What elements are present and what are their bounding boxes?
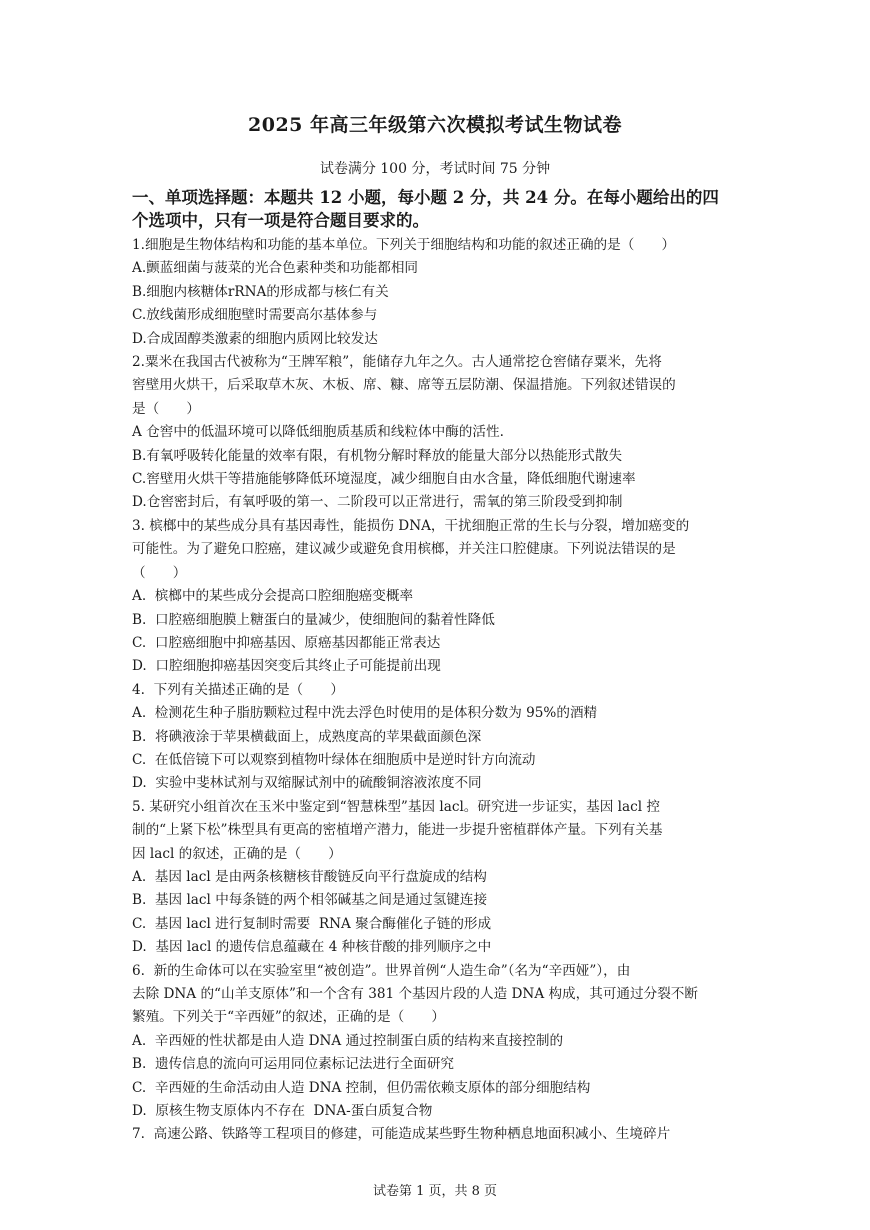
question-7 — [132, 1123, 742, 1146]
question-stem-line: 窖壁用火烘干，后采取草木灰、木板、席、糠、席等五层防潮、保温措施。下列叙述错误的 — [132, 377, 676, 394]
answer-option: D.合成固醇类激素的细胞内质网比较发达 — [132, 330, 378, 347]
answer-option: D.仓窖密封后，有氧呼吸的第一、二阶段可以正常进行，需氧的第三阶段受到抑制 — [132, 494, 623, 511]
answer-option: A.颤蓝细菌与菠菜的光合色素种类和功能都相同 — [132, 260, 419, 277]
section-heading-line: 个选项中，只有一项是符合题目要求的。 — [132, 211, 429, 230]
answer-option: C. 在低倍镜下可以观察到植物叶绿体在细胞质中是逆时针方向流动 — [132, 751, 536, 768]
exam-title: 2025 年高三年级第六次模拟考试生物试卷 — [248, 114, 622, 136]
answer-option: B. 遗传信息的流向可运用同位素标记法进行全面研究 — [132, 1056, 455, 1073]
question-stem-line: 1.细胞是生物体结构和功能的基本单位。下列关于细胞结构和功能的叙述正确的是（ ） — [132, 237, 676, 253]
exam-content — [132, 186, 742, 1147]
question-4 — [132, 679, 742, 796]
question-3 — [132, 515, 742, 679]
answer-option: B. 口腔癌细胞膜上糖蛋白的量减少，使细胞间的黏着性降低 — [132, 611, 495, 628]
question-5 — [132, 796, 742, 960]
question-1 — [132, 234, 742, 351]
question-stem-line: 6. 新的生命体可以在实验室里“被创造”。世界首例“人造生命”（名为“辛西娅”），由 — [132, 962, 631, 979]
answer-option: C. 基因 lacl 进行复制时需要 RNA 聚合酶催化子链的形成 — [132, 915, 492, 932]
answer-option: B. 基因 lacl 中每条链的两个相邻碱基之间是通过氢键连接 — [132, 892, 488, 909]
question-stem-line: （ ） — [132, 564, 187, 581]
answer-option: B.有氧呼吸转化能量的效率有限，有机物分解时释放的能量大部分以热能形式散失 — [132, 447, 623, 464]
exam-subtitle: 试卷满分 100 分，考试时间 75 分钟 — [319, 161, 551, 177]
answer-option: D. 基因 lacl 的遗传信息蕴藏在 4 种核苷酸的排列顺序之中 — [132, 939, 492, 956]
answer-option: A. 检测花生种子脂肪颗粒过程中洗去浮色时使用的是体积分数为 95%的酒精 — [132, 705, 598, 722]
question-stem-line: 去除 DNA 的“山羊支原体”和一个含有 381 个基因片段的人造 DNA 构成，其可通过分裂不断 — [132, 986, 698, 1002]
answer-option: A. 辛西娅的性状都是由人造 DNA 通过控制蛋白质的结构来直接控制的 — [132, 1032, 564, 1049]
answer-option: C.窖壁用火烘干等措施能够降低环境湿度，减少细胞自由水含量，降低细胞代谢速率 — [132, 471, 636, 488]
answer-option: B.细胞内核糖体rRNA的形成都与核仁有关 — [132, 283, 389, 300]
answer-option: B. 将碘液涂于苹果横截面上，成熟度高的苹果截面颜色深 — [132, 728, 482, 745]
question-list — [132, 234, 742, 1147]
answer-option: A. 槟榔中的某些成分会提高口腔细胞癌变概率 — [132, 588, 414, 605]
question-stem-line: 繁殖。下列关于“辛西娅”的叙述，正确的是（ ） — [132, 1009, 445, 1026]
answer-option: C. 口腔癌细胞中抑癌基因、原癌基因都能正常表达 — [132, 634, 441, 651]
section-heading-line: 一、单项选择题：本题共 12 小题，每小题 2 分，共 24 分。在每小题给出的四 — [132, 188, 719, 207]
question-stem-line: 可能性。为了避免口腔癌，建议减少或避免食用槟榔，并关注口腔健康。下列说法错误的是 — [132, 541, 676, 558]
answer-option: C. 辛西娅的生命活动由人造 DNA 控制，但仍需依赖支原体的部分细胞结构 — [132, 1079, 591, 1096]
section-heading — [132, 186, 742, 232]
question-stem-line: 2.粟米在我国古代被称为“王牌军粮”，能储存九年之久。古人通常挖仓窖储存粟米，先将 — [132, 354, 662, 371]
question-stem-line: 因 lacl 的叙述，正确的是（ ） — [132, 845, 342, 862]
question-stem-line: 4. 下列有关描述正确的是（ ） — [132, 681, 344, 698]
answer-option: D. 原核生物支原体内不存在 DNA-蛋白质复合物 — [132, 1103, 433, 1120]
answer-option: A. 基因 lacl 是由两条核糖核苷酸链反向平行盘旋成的结构 — [132, 868, 487, 885]
answer-option: D. 口腔细胞抑癌基因突变后其终止子可能提前出现 — [132, 658, 441, 675]
question-2 — [132, 351, 742, 515]
answer-option: A 仓窖中的低温环境可以降低细胞质基质和线粒体中酶的活性. — [132, 424, 504, 441]
question-stem-line: 7. 高速公路、铁路等工程项目的修建，可能造成某些野生物种栖息地面积减小、生境碎片 — [132, 1126, 671, 1143]
answer-option: D. 实验中斐林试剂与双缩脲试剂中的硫酸铜溶液浓度不同 — [132, 775, 482, 792]
question-stem-line: 3. 槟榔中的某些成分具有基因毒性，能损伤 DNA，干扰细胞正常的生长与分裂，增加癌变的 — [132, 517, 690, 534]
question-stem-line: 制的“上紧下松”株型具有更高的密植增产潜力，能进一步提升密植群体产量。下列有关基 — [132, 822, 663, 839]
question-stem-line: 是（ ） — [132, 400, 200, 417]
page-footer: 试卷第 1 页，共 8 页 — [372, 1184, 498, 1199]
answer-option: C.放线菌形成细胞壁时需要高尔基体参与 — [132, 307, 378, 324]
question-stem-line: 5. 某研究小组首次在玉米中鉴定到“智慧株型”基因 lacl。研究进一步证实，基因 lacl 控 — [132, 798, 660, 815]
question-6 — [132, 960, 742, 1124]
